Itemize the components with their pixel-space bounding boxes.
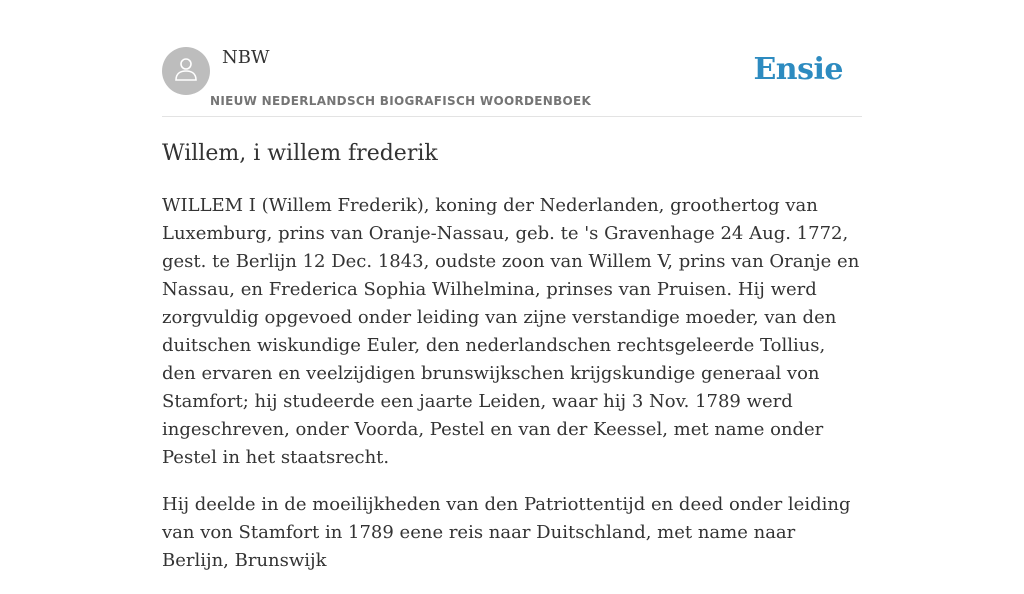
user-icon	[172, 55, 200, 88]
article-body	[162, 192, 862, 594]
ensie-logo[interactable]: Ensie	[753, 52, 843, 87]
avatar[interactable]	[162, 47, 210, 95]
article-title: Willem, i willem frederik	[162, 141, 438, 166]
article-paragraph: WILLEM I (Willem Frederik), koning der Nederlanden, groothertog van Luxemburg, prins van Oranje-Nassau, geb. te 's Gravenhage 24 Aug. 1772, gest. te Berlijn 12 Dec. 1843, oudste zoon van Willem V, prins van Oranje en Nassau, en Frederica Sophia Wilhelmina, prinses van Pruisen. Hij werd zorgvuldig opgevoed onder leiding van zijne verstandige moeder, van den duitschen wiskundige Euler, den nederlandschen rechtsgeleerde Tollius, den ervaren en veelzijdigen brunswijkschen krijgskundige generaal von Stamfort; hij studeerde een jaarte Leiden, waar hij 3 Nov. 1789 werd ingeschreven, onder Voorda, Pestel en van der Keessel, met name onder Pestel in het staatsrecht.	[162, 195, 860, 468]
source-name[interactable]: NBW	[222, 47, 270, 68]
source-header	[162, 46, 862, 117]
article-paragraph: Hij deelde in de moeilijkheden van den Patriottentijd en deed onder leiding van von Stamfort in 1789 eene reis naar Duitschland, met name naar Berlijn, Brunswijk	[162, 494, 851, 571]
source-full-name: NIEUW NEDERLANDSCH BIOGRAFISCH WOORDENBOEK	[210, 94, 592, 108]
